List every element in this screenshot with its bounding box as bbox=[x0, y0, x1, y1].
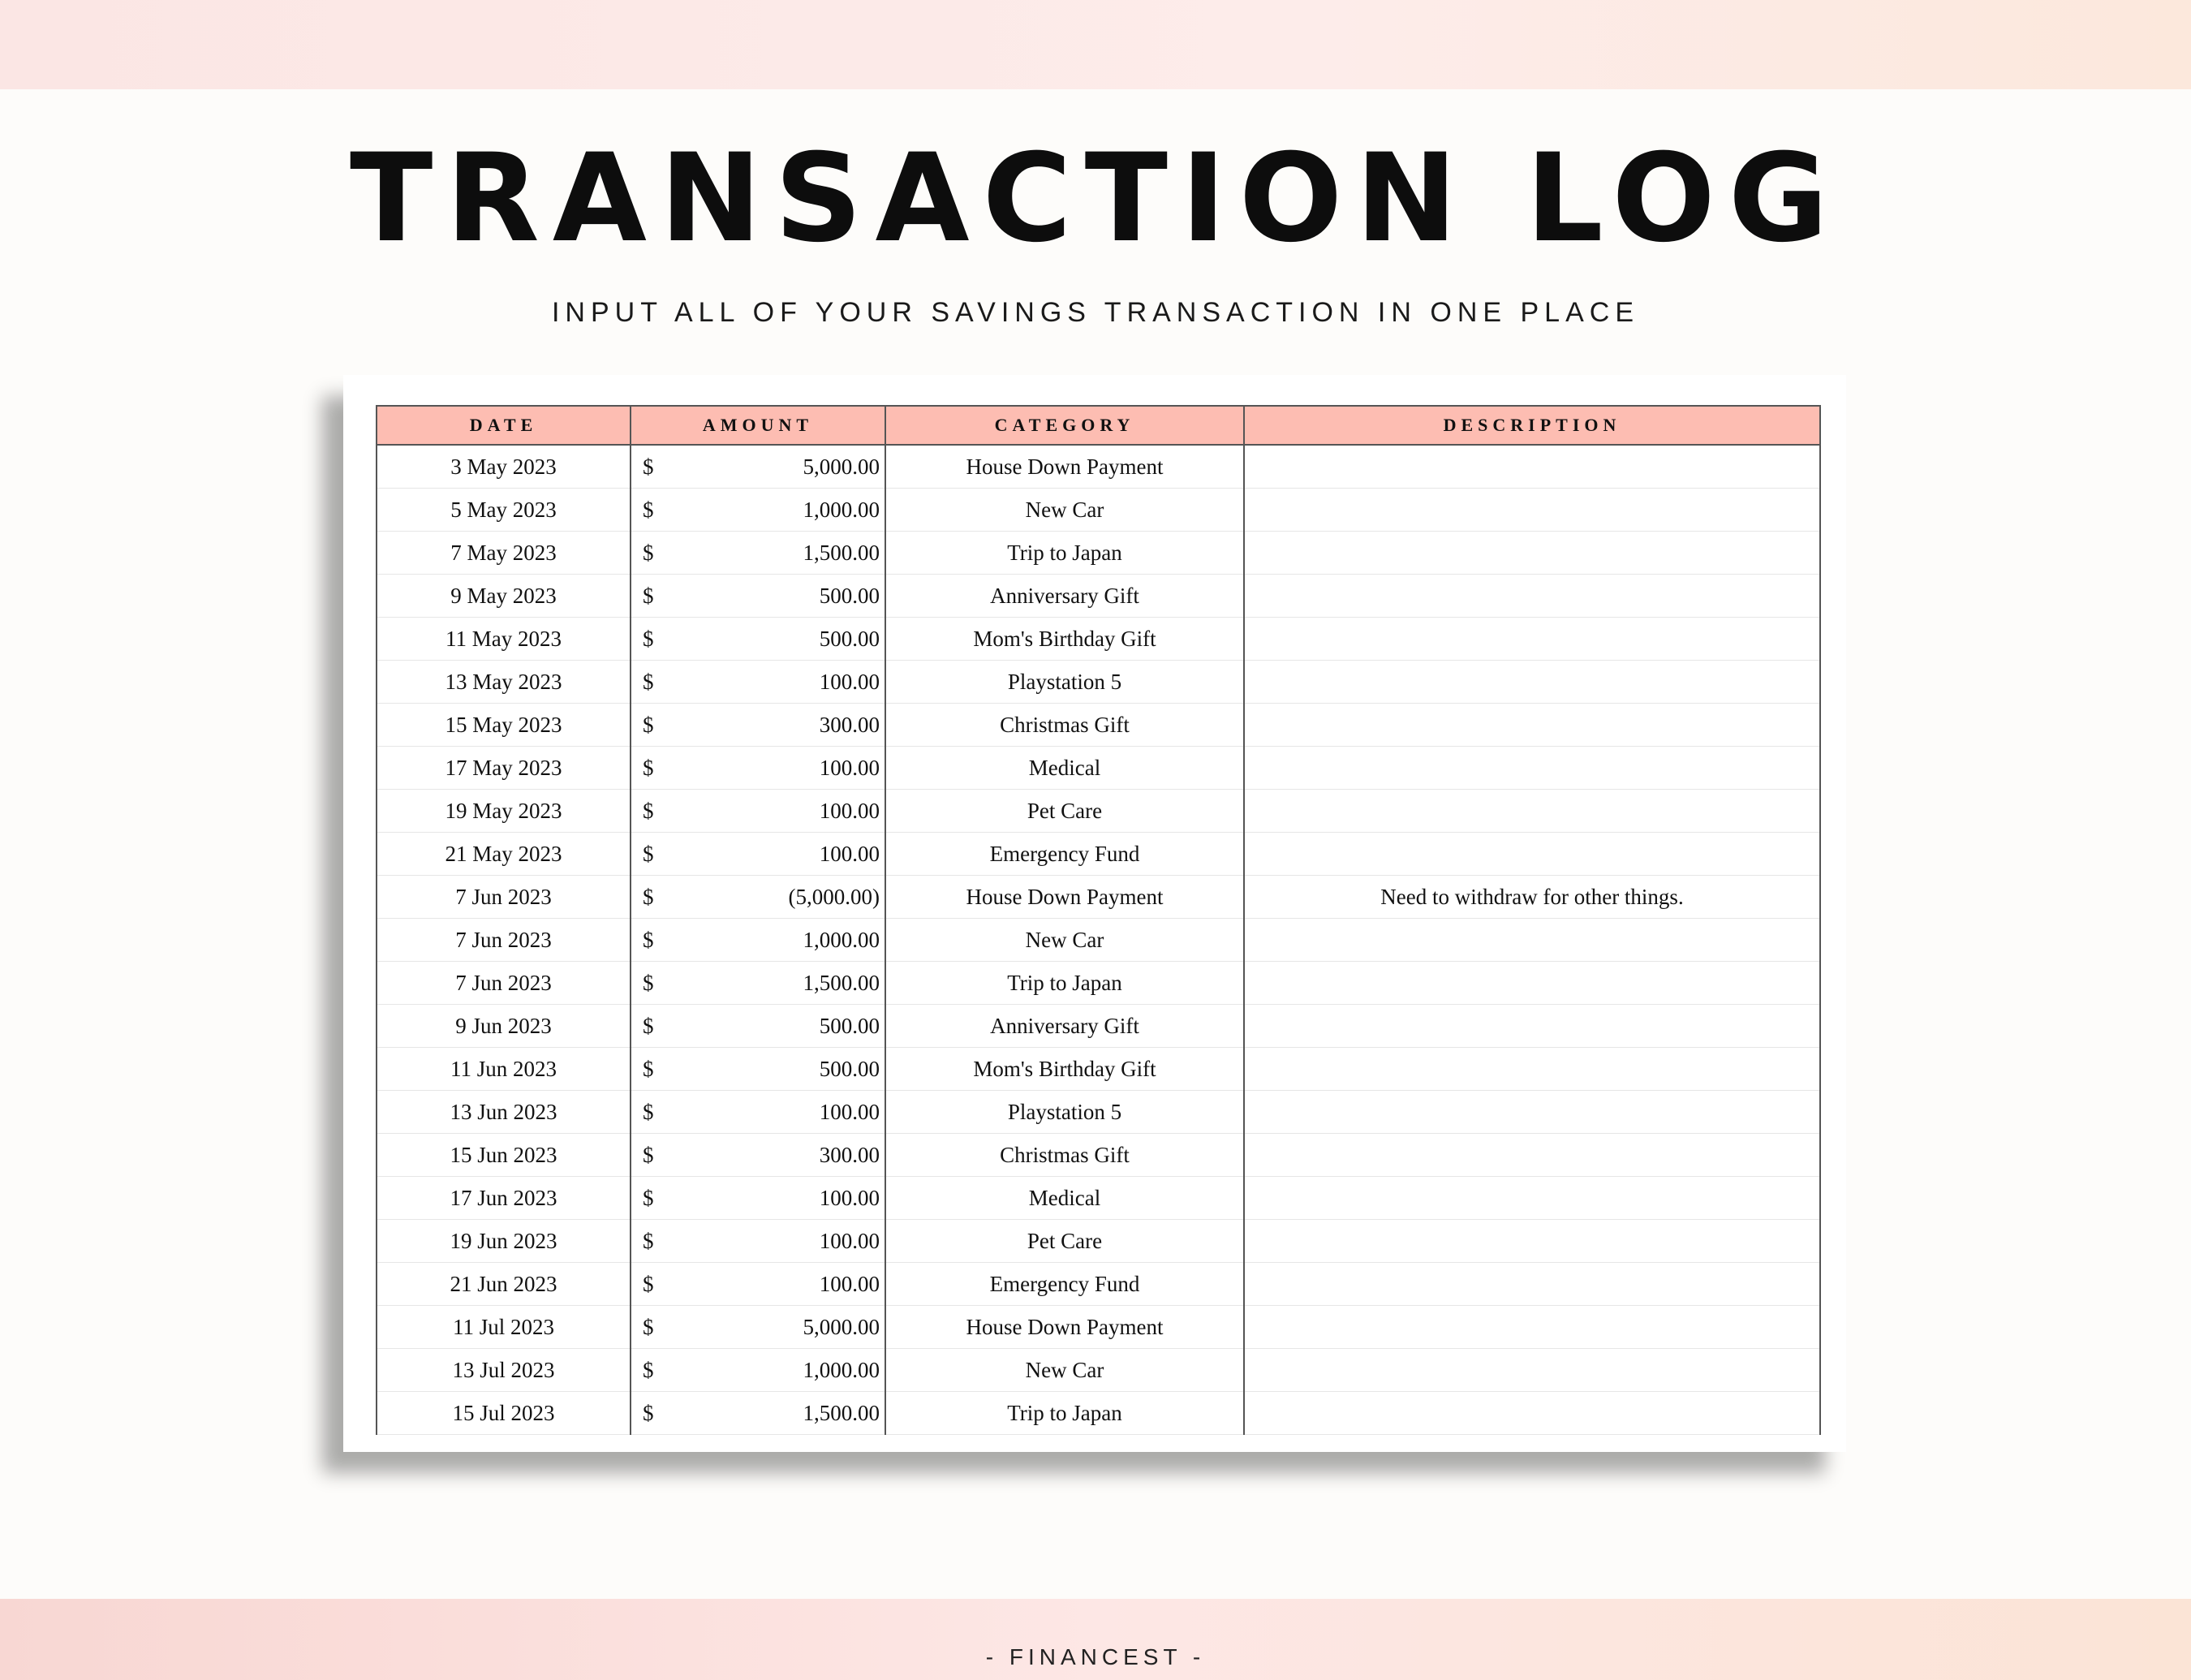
amount-value: 100.00 bbox=[819, 755, 880, 780]
amount-wrapper bbox=[631, 971, 885, 996]
cell-amount[interactable] bbox=[631, 1091, 885, 1134]
table-row bbox=[377, 1134, 1820, 1177]
cell-description[interactable] bbox=[1244, 1048, 1820, 1091]
cell-description[interactable] bbox=[1244, 1091, 1820, 1134]
cell-category[interactable]: House Down Payment bbox=[885, 1306, 1244, 1349]
cell-category[interactable]: Christmas Gift bbox=[885, 1134, 1244, 1177]
amount-wrapper bbox=[631, 627, 885, 652]
currency-symbol: $ bbox=[643, 841, 654, 866]
table-row bbox=[377, 1306, 1820, 1349]
amount-wrapper bbox=[631, 928, 885, 953]
page-title: TRANSACTION LOG bbox=[350, 128, 1841, 269]
currency-symbol: $ bbox=[643, 1013, 654, 1038]
currency-symbol: $ bbox=[643, 669, 654, 694]
currency-symbol: $ bbox=[643, 1056, 654, 1081]
cell-amount[interactable] bbox=[631, 1005, 885, 1048]
cell-category[interactable]: New Car bbox=[885, 919, 1244, 962]
currency-symbol: $ bbox=[643, 712, 654, 737]
cell-amount[interactable] bbox=[631, 532, 885, 575]
cell-date[interactable]: 5 May 2023 bbox=[377, 489, 631, 532]
cell-category[interactable]: Emergency Fund bbox=[885, 1263, 1244, 1306]
cell-date[interactable]: 13 Jun 2023 bbox=[377, 1091, 631, 1134]
top-decorative-band bbox=[0, 0, 2191, 89]
table-row bbox=[377, 1091, 1820, 1134]
currency-symbol: $ bbox=[643, 1271, 654, 1296]
cell-amount[interactable] bbox=[631, 962, 885, 1005]
cell-description[interactable] bbox=[1244, 962, 1820, 1005]
currency-symbol: $ bbox=[643, 970, 654, 995]
cell-description[interactable] bbox=[1244, 1392, 1820, 1435]
amount-value: 100.00 bbox=[819, 669, 880, 694]
cell-amount[interactable] bbox=[631, 747, 885, 790]
cell-description[interactable] bbox=[1244, 1220, 1820, 1263]
amount-value: 1,000.00 bbox=[803, 927, 880, 952]
amount-value: 5,000.00 bbox=[803, 454, 880, 479]
table-row bbox=[377, 962, 1820, 1005]
cell-description[interactable] bbox=[1244, 747, 1820, 790]
cell-category[interactable]: Mom's Birthday Gift bbox=[885, 1048, 1244, 1091]
amount-value: 1,500.00 bbox=[803, 540, 880, 565]
cell-category[interactable]: Anniversary Gift bbox=[885, 575, 1244, 618]
cell-amount[interactable] bbox=[631, 876, 885, 919]
amount-value: (5,000.00) bbox=[788, 884, 880, 909]
cell-date[interactable]: 7 Jun 2023 bbox=[377, 919, 631, 962]
table-row bbox=[377, 661, 1820, 704]
cell-description[interactable]: Need to withdraw for other things. bbox=[1244, 876, 1820, 919]
currency-symbol: $ bbox=[643, 1400, 654, 1425]
currency-symbol: $ bbox=[643, 540, 654, 565]
cell-amount[interactable] bbox=[631, 489, 885, 532]
amount-wrapper bbox=[631, 885, 885, 910]
currency-symbol: $ bbox=[643, 798, 654, 823]
amount-value: 100.00 bbox=[819, 1271, 880, 1296]
cell-date[interactable]: 9 Jun 2023 bbox=[377, 1005, 631, 1048]
amount-value: 500.00 bbox=[819, 583, 880, 608]
cell-category[interactable]: Medical bbox=[885, 1177, 1244, 1220]
cell-description[interactable] bbox=[1244, 575, 1820, 618]
page-subtitle: INPUT ALL OF YOUR SAVINGS TRANSACTION IN ONE PLACE bbox=[551, 297, 1640, 328]
column-header-description[interactable]: DESCRIPTION bbox=[1244, 406, 1820, 445]
cell-category[interactable]: Mom's Birthday Gift bbox=[885, 618, 1244, 661]
cell-amount[interactable] bbox=[631, 704, 885, 747]
cell-amount[interactable] bbox=[631, 1048, 885, 1091]
table-row bbox=[377, 1048, 1820, 1091]
cell-date[interactable]: 15 May 2023 bbox=[377, 704, 631, 747]
amount-value: 5,000.00 bbox=[803, 1314, 880, 1339]
amount-wrapper bbox=[631, 498, 885, 523]
cell-category[interactable]: Trip to Japan bbox=[885, 532, 1244, 575]
table-row bbox=[377, 833, 1820, 876]
currency-symbol: $ bbox=[643, 755, 654, 780]
amount-wrapper bbox=[631, 1272, 885, 1297]
cell-amount[interactable] bbox=[631, 1220, 885, 1263]
currency-symbol: $ bbox=[643, 1142, 654, 1167]
amount-wrapper bbox=[631, 1358, 885, 1383]
amount-wrapper bbox=[631, 756, 885, 781]
currency-symbol: $ bbox=[643, 927, 654, 952]
amount-value: 100.00 bbox=[819, 1099, 880, 1124]
cell-amount[interactable] bbox=[631, 919, 885, 962]
cell-description[interactable] bbox=[1244, 790, 1820, 833]
currency-symbol: $ bbox=[643, 1099, 654, 1124]
cell-amount[interactable] bbox=[631, 661, 885, 704]
cell-amount[interactable] bbox=[631, 790, 885, 833]
cell-amount[interactable] bbox=[631, 1306, 885, 1349]
amount-wrapper bbox=[631, 1014, 885, 1039]
table-row bbox=[377, 445, 1820, 489]
cell-date[interactable]: 19 Jun 2023 bbox=[377, 1220, 631, 1263]
cell-description[interactable] bbox=[1244, 1005, 1820, 1048]
table-row bbox=[377, 1263, 1820, 1306]
table-row bbox=[377, 575, 1820, 618]
cell-description[interactable] bbox=[1244, 1134, 1820, 1177]
cell-date[interactable]: 9 May 2023 bbox=[377, 575, 631, 618]
cell-description[interactable] bbox=[1244, 919, 1820, 962]
cell-date[interactable]: 19 May 2023 bbox=[377, 790, 631, 833]
column-header-date[interactable]: DATE bbox=[377, 406, 631, 445]
amount-value: 300.00 bbox=[819, 1142, 880, 1167]
cell-amount[interactable] bbox=[631, 1392, 885, 1435]
table-header-row bbox=[377, 406, 1820, 445]
cell-amount[interactable] bbox=[631, 1349, 885, 1392]
cell-category[interactable]: House Down Payment bbox=[885, 876, 1244, 919]
amount-wrapper bbox=[631, 799, 885, 824]
cell-amount[interactable] bbox=[631, 575, 885, 618]
cell-category[interactable]: New Car bbox=[885, 489, 1244, 532]
table-row bbox=[377, 1220, 1820, 1263]
table-row bbox=[377, 919, 1820, 962]
cell-category[interactable]: Emergency Fund bbox=[885, 833, 1244, 876]
cell-date[interactable]: 7 Jun 2023 bbox=[377, 876, 631, 919]
amount-value: 300.00 bbox=[819, 712, 880, 737]
cell-description[interactable] bbox=[1244, 532, 1820, 575]
cell-description[interactable] bbox=[1244, 489, 1820, 532]
amount-value: 1,000.00 bbox=[803, 1357, 880, 1382]
cell-date[interactable]: 11 Jul 2023 bbox=[377, 1306, 631, 1349]
currency-symbol: $ bbox=[643, 497, 654, 522]
amount-value: 1,500.00 bbox=[803, 970, 880, 995]
transaction-table bbox=[376, 405, 1821, 1435]
cell-category[interactable]: House Down Payment bbox=[885, 445, 1244, 489]
table-row bbox=[377, 790, 1820, 833]
amount-value: 100.00 bbox=[819, 1185, 880, 1210]
cell-date[interactable]: 17 May 2023 bbox=[377, 747, 631, 790]
cell-category[interactable]: Anniversary Gift bbox=[885, 1005, 1244, 1048]
column-header-amount[interactable]: AMOUNT bbox=[631, 406, 885, 445]
amount-wrapper bbox=[631, 1229, 885, 1254]
currency-symbol: $ bbox=[643, 1314, 654, 1339]
cell-category[interactable]: Pet Care bbox=[885, 790, 1244, 833]
cell-date[interactable]: 17 Jun 2023 bbox=[377, 1177, 631, 1220]
currency-symbol: $ bbox=[643, 626, 654, 651]
cell-description[interactable] bbox=[1244, 1349, 1820, 1392]
table-row bbox=[377, 489, 1820, 532]
amount-value: 100.00 bbox=[819, 798, 880, 823]
table-row bbox=[377, 876, 1820, 919]
amount-value: 100.00 bbox=[819, 1228, 880, 1253]
table-row bbox=[377, 1005, 1820, 1048]
amount-value: 500.00 bbox=[819, 626, 880, 651]
cell-date[interactable]: 21 May 2023 bbox=[377, 833, 631, 876]
footer-brand: - FINANCEST - bbox=[985, 1644, 1206, 1669]
amount-value: 500.00 bbox=[819, 1013, 880, 1038]
cell-date[interactable]: 11 May 2023 bbox=[377, 618, 631, 661]
table-row bbox=[377, 747, 1820, 790]
cell-category[interactable]: Playstation 5 bbox=[885, 661, 1244, 704]
currency-symbol: $ bbox=[643, 884, 654, 909]
currency-symbol: $ bbox=[643, 1228, 654, 1253]
cell-date[interactable]: 21 Jun 2023 bbox=[377, 1263, 631, 1306]
cell-date[interactable]: 7 Jun 2023 bbox=[377, 962, 631, 1005]
cell-date[interactable]: 7 May 2023 bbox=[377, 532, 631, 575]
cell-category[interactable]: Trip to Japan bbox=[885, 1392, 1244, 1435]
cell-category[interactable]: Christmas Gift bbox=[885, 704, 1244, 747]
cell-description[interactable] bbox=[1244, 1306, 1820, 1349]
amount-wrapper bbox=[631, 1315, 885, 1340]
amount-wrapper bbox=[631, 584, 885, 609]
amount-value: 500.00 bbox=[819, 1056, 880, 1081]
cell-description[interactable] bbox=[1244, 704, 1820, 747]
amount-wrapper bbox=[631, 670, 885, 695]
cell-amount[interactable] bbox=[631, 445, 885, 489]
cell-amount[interactable] bbox=[631, 1263, 885, 1306]
cell-category[interactable]: Pet Care bbox=[885, 1220, 1244, 1263]
amount-wrapper bbox=[631, 1057, 885, 1082]
cell-description[interactable] bbox=[1244, 1177, 1820, 1220]
cell-category[interactable]: New Car bbox=[885, 1349, 1244, 1392]
currency-symbol: $ bbox=[643, 583, 654, 608]
cell-amount[interactable] bbox=[631, 833, 885, 876]
table-body bbox=[377, 445, 1820, 1435]
cell-date[interactable]: 15 Jul 2023 bbox=[377, 1392, 631, 1435]
cell-category[interactable]: Playstation 5 bbox=[885, 1091, 1244, 1134]
cell-description[interactable] bbox=[1244, 618, 1820, 661]
cell-description[interactable] bbox=[1244, 1263, 1820, 1306]
cell-category[interactable]: Trip to Japan bbox=[885, 962, 1244, 1005]
table-row bbox=[377, 1392, 1820, 1435]
amount-wrapper bbox=[631, 1401, 885, 1426]
cell-date[interactable]: 3 May 2023 bbox=[377, 445, 631, 489]
cell-description[interactable] bbox=[1244, 661, 1820, 704]
amount-wrapper bbox=[631, 842, 885, 867]
cell-date[interactable]: 15 Jun 2023 bbox=[377, 1134, 631, 1177]
column-header-category[interactable]: CATEGORY bbox=[885, 406, 1244, 445]
amount-wrapper bbox=[631, 541, 885, 566]
amount-wrapper bbox=[631, 1100, 885, 1125]
cell-description[interactable] bbox=[1244, 445, 1820, 489]
amount-wrapper bbox=[631, 454, 885, 480]
cell-amount[interactable] bbox=[631, 1134, 885, 1177]
table-row bbox=[377, 1349, 1820, 1392]
amount-wrapper bbox=[631, 1143, 885, 1168]
amount-value: 1,000.00 bbox=[803, 497, 880, 522]
amount-wrapper bbox=[631, 1186, 885, 1211]
cell-description[interactable] bbox=[1244, 833, 1820, 876]
amount-value: 1,500.00 bbox=[803, 1400, 880, 1425]
cell-date[interactable]: 13 May 2023 bbox=[377, 661, 631, 704]
spreadsheet-card bbox=[343, 375, 1846, 1452]
table-row bbox=[377, 618, 1820, 661]
table-row bbox=[377, 1177, 1820, 1220]
amount-wrapper bbox=[631, 713, 885, 738]
cell-date[interactable]: 11 Jun 2023 bbox=[377, 1048, 631, 1091]
cell-amount[interactable] bbox=[631, 618, 885, 661]
cell-amount[interactable] bbox=[631, 1177, 885, 1220]
cell-date[interactable]: 13 Jul 2023 bbox=[377, 1349, 631, 1392]
currency-symbol: $ bbox=[643, 454, 654, 479]
table-row bbox=[377, 704, 1820, 747]
currency-symbol: $ bbox=[643, 1185, 654, 1210]
cell-category[interactable]: Medical bbox=[885, 747, 1244, 790]
amount-value: 100.00 bbox=[819, 841, 880, 866]
table-row bbox=[377, 532, 1820, 575]
currency-symbol: $ bbox=[643, 1357, 654, 1382]
